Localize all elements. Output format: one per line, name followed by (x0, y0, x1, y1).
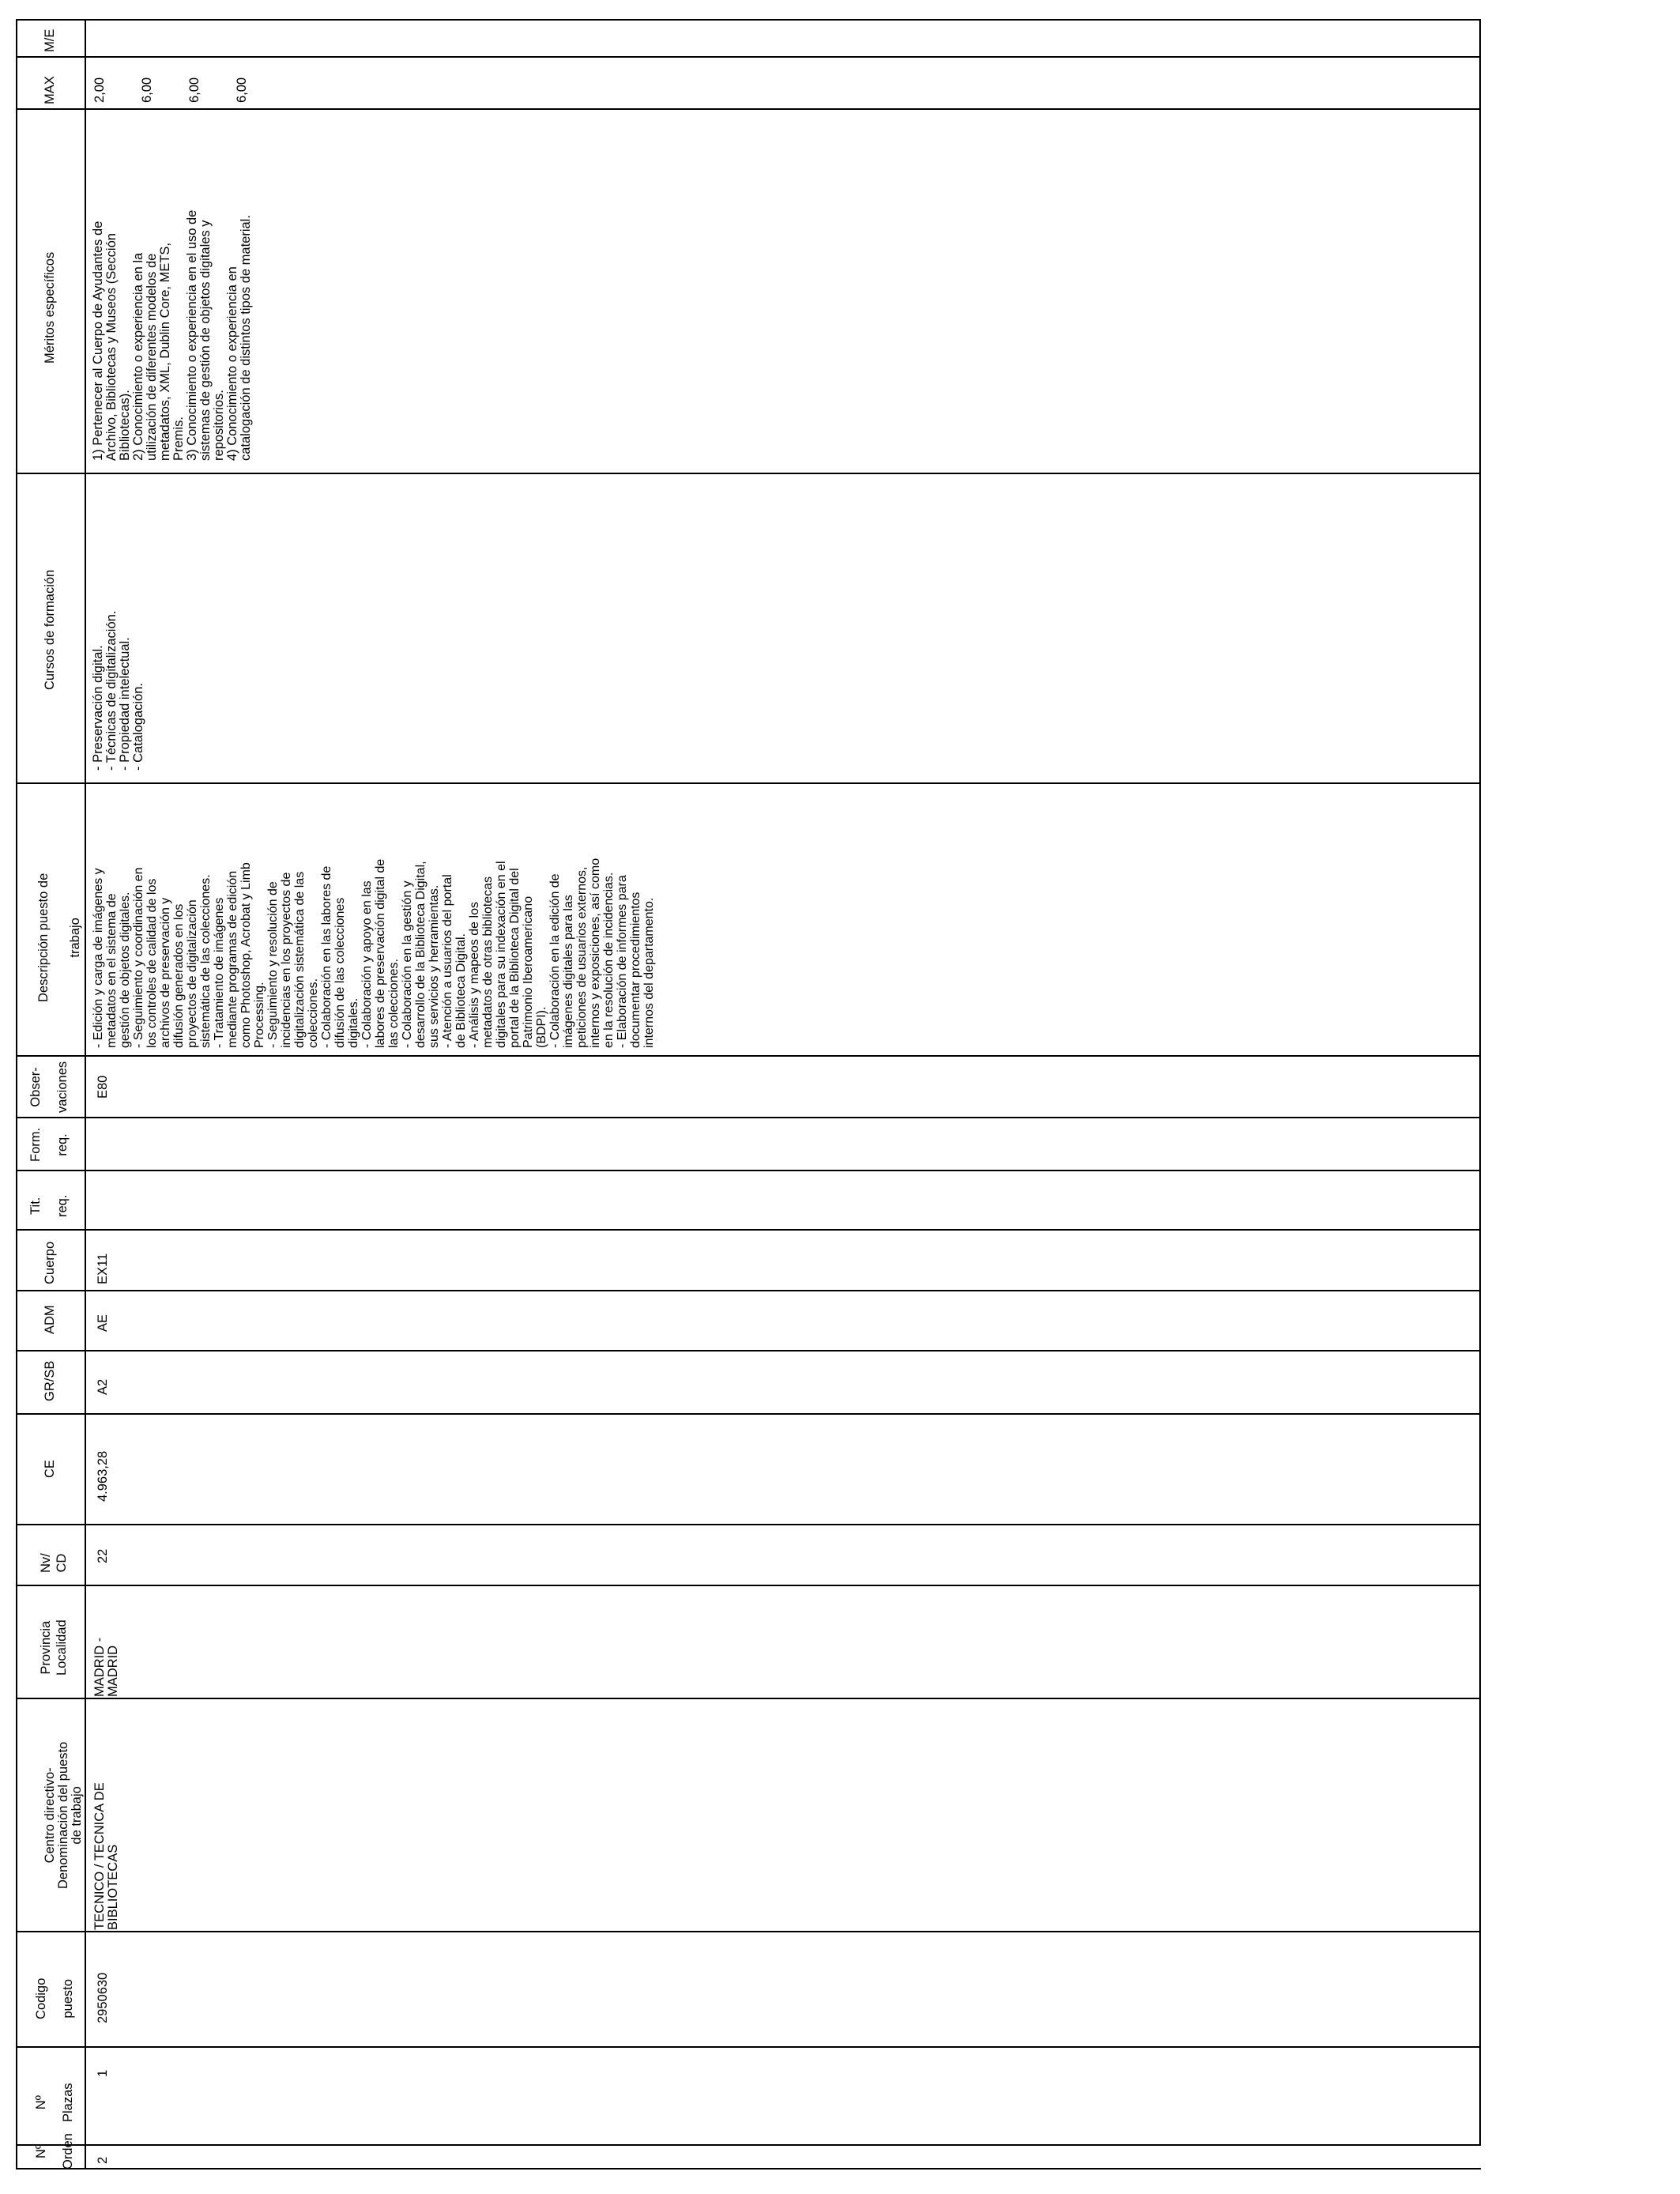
max-value: 2,00 (92, 77, 107, 103)
table-border-left (16, 19, 17, 2169)
plazas-value: 1 (96, 2069, 110, 2077)
table-border-right (1479, 19, 1481, 2146)
grsb-value: A2 (96, 1378, 110, 1395)
row-divider (16, 1350, 1481, 1351)
row-divider (16, 1698, 1481, 1699)
codigo-value: 2950630 (96, 1972, 110, 2023)
header-ce: CE (43, 1460, 57, 1478)
max-value: 6,00 (235, 77, 249, 103)
row-divider (16, 1170, 1481, 1171)
header-cursos: Cursos de formación (43, 569, 57, 690)
row-divider (16, 1931, 1481, 1932)
row-divider (16, 1117, 1481, 1118)
row-divider (16, 56, 1481, 58)
header-divider (85, 19, 86, 2169)
header-adm: ADM (43, 1305, 57, 1334)
max-value: 6,00 (187, 77, 202, 103)
row-divider (16, 1055, 1481, 1057)
header-tit-req: Tit. req. (28, 1194, 70, 1217)
row-divider (16, 2144, 1481, 2146)
meritos-text: 1) Pertenecer al Cuerpo de Ayudantes de Archivo, Bibliotecas y Museos (Sección Bibliotecas). 2) Conocimiento o experiencia en la utilización de diferentes modelos de metadatos, XML, Dublin Core, METS, Premis. 3) Conocimiento o experiencia en el uso de sistemas de gestión de objetos digitales y repositorios. 4) Conocimiento o experiencia en catalogación de distintos tipos de material. (91, 209, 253, 461)
row-divider (16, 1524, 1481, 1525)
observaciones-value: E80 (96, 1075, 110, 1099)
orden-value: 2 (96, 2156, 110, 2164)
max-value: 6,00 (140, 77, 154, 103)
header-observaciones: Obser- vaciones (28, 1061, 70, 1113)
header-grsb: GR/SB (43, 1360, 57, 1401)
row-divider (16, 2046, 1481, 2048)
header-max: MAX (43, 76, 57, 104)
table-border-bottom (16, 2168, 1481, 2169)
header-me: M/E (43, 28, 57, 52)
header-nivel-cd: Nv/ CD (39, 1553, 69, 1573)
header-form-req: Form. req. (28, 1127, 70, 1162)
row-divider (16, 1585, 1481, 1586)
row-divider (16, 1290, 1481, 1291)
header-plazas: Nº Plazas (34, 2083, 75, 2122)
header-provincia: Provincia Localidad (39, 1619, 69, 1676)
nivel-value: 22 (96, 1548, 110, 1563)
descripcion-text: - Edición y carga de imágenes y metadatos en el sistema de gestión de objetos digitales. - Seguimiento y coordinación en los controles de calidad de los archivos de preservación y difusión generados en los proyectos de digitalización sistemática de las colecciones. - Tratamiento de imágenes mediante programas de edición como Photoshop, Acrobat y Limb Processing. - Seguimiento y resolución de incidencias en los proyectos de digitalización sistemática de las colecciones. - Colaboración en las labores de difusión de las colecciones digitales. - Colaboración y apoyo en las labores de preservación digital de las colecciones. - Colaboración en la gestión y desarrollo de la Biblioteca Digital, sus servicios y herramientas. - Atención a usuarios del portal de Biblioteca Digital. - Análisis y mapeos de los metadatos de otras bibliotecas digitales para su indexación en el portal de la Biblioteca Digital del Patrimonio Iberoamericano (BDPI). - Colaboración en la edición de imágenes digitales para las peticiones de usuarios externos, internos y exposiciones, así como en la resolución de incidencias. - Elaboración de informes para documentar procedimientos internos del departamento. (92, 858, 656, 1048)
adm-value: AE (96, 1314, 110, 1332)
header-centro: Centro directivo- Denominación del puesto de trabajo (43, 1741, 84, 1889)
cursos-text: - Preservación digital. - Técnicas de digitalización. - Propiedad intelectual. - Catalogación. (91, 610, 145, 771)
cuerpo-value: EX11 (96, 1253, 110, 1284)
header-codigo: Codigo puesto (34, 1977, 75, 2019)
header-descripcion: Descripción puesto de trabajo (36, 873, 82, 1002)
row-divider (16, 473, 1481, 474)
centro-value: TECNICO / TECNICA DE BIBLIOTECAS (92, 1782, 120, 1930)
table-border-top (16, 19, 1481, 21)
ce-value: 4.963,28 (96, 1450, 110, 1502)
row-divider (16, 1229, 1481, 1231)
row-divider (16, 108, 1481, 110)
row-divider (16, 1413, 1481, 1415)
header-orden: Nº Orden (34, 2133, 75, 2169)
header-meritos: Méritos específicos (43, 251, 57, 364)
provincia-value: MADRID - MADRID (92, 1637, 120, 1697)
row-divider (16, 782, 1481, 784)
header-cuerpo: Cuerpo (43, 1241, 57, 1284)
